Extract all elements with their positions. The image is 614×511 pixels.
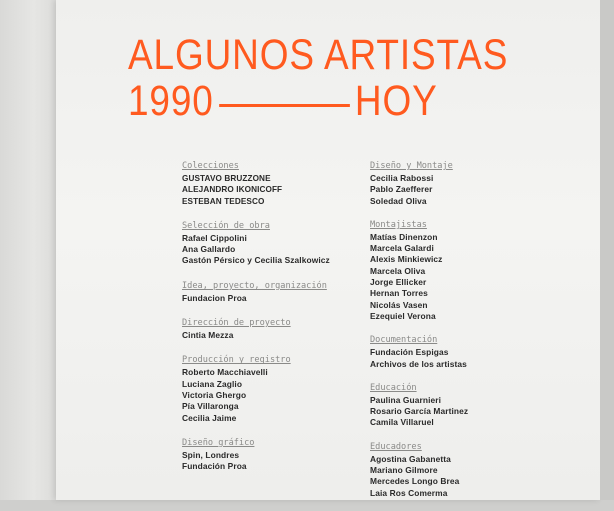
credit-name: Nicolás Vasen bbox=[370, 299, 428, 310]
credits-section bbox=[182, 160, 330, 207]
credit-name: Victoria Ghergo bbox=[182, 389, 247, 400]
credit-name: Cecilia Jaime bbox=[182, 412, 237, 423]
title-line-1 bbox=[128, 31, 509, 79]
credits-section bbox=[370, 219, 468, 322]
credit-name: Marcela Galardi bbox=[370, 243, 434, 254]
credits-section bbox=[370, 160, 468, 207]
credit-name: Rosario García Martinez bbox=[370, 406, 469, 417]
credit-name: Laia Ros Comerma bbox=[370, 487, 448, 498]
credit-name: Soledad Oliva bbox=[370, 195, 427, 206]
credits-column-left bbox=[182, 160, 330, 485]
credit-name: Roberto Macchiavelli bbox=[182, 367, 268, 378]
credit-name: Ezequiel Verona bbox=[370, 310, 436, 321]
credit-name: Pablo Zaefferer bbox=[370, 184, 433, 195]
credit-name: Cintia Mezza bbox=[182, 330, 234, 341]
credits-section bbox=[370, 441, 468, 499]
credit-name: Mercedes Longo Brea bbox=[370, 476, 460, 487]
credit-name: Fundación Espigas bbox=[370, 347, 449, 358]
section-heading: Diseño y Montaje bbox=[370, 161, 453, 171]
credit-name: Pía Villaronga bbox=[182, 401, 239, 412]
credits-section bbox=[182, 437, 330, 473]
section-heading: Dirección de proyecto bbox=[182, 318, 291, 329]
credit-name: Archivos de los artistas bbox=[370, 358, 467, 369]
credits-section bbox=[182, 354, 330, 423]
section-heading: Diseño gráfico bbox=[182, 437, 255, 448]
credits-section bbox=[182, 220, 330, 267]
credit-name: Fundacion Proa bbox=[182, 292, 247, 303]
credit-name: Fundación Proa bbox=[182, 461, 247, 472]
credit-name: Luciana Zaglio bbox=[182, 378, 243, 389]
title-text: ALGUNOS ARTISTAS bbox=[128, 31, 509, 79]
credits-section bbox=[182, 317, 330, 341]
credit-name: Marcela Oliva bbox=[370, 265, 426, 276]
credit-name: Rafael Cippolini bbox=[182, 232, 247, 243]
credit-name: Gastón Pérsico y Cecilia Szalkowicz bbox=[182, 255, 330, 266]
credit-name: ALEJANDRO IKONICOFF bbox=[182, 185, 283, 195]
credits-section bbox=[370, 334, 468, 370]
section-heading: Colecciones bbox=[182, 161, 239, 171]
year-end: HOY bbox=[354, 77, 438, 125]
credit-name: Ana Gallardo bbox=[182, 244, 236, 255]
section-heading: Montajistas bbox=[370, 219, 427, 230]
page-right-edge bbox=[600, 0, 614, 500]
title-dash-rule bbox=[219, 104, 350, 107]
credit-name: Matías Dinenzon bbox=[370, 231, 438, 242]
credit-name: Spin, Londres bbox=[182, 449, 240, 460]
section-heading: Documentación bbox=[370, 335, 438, 346]
section-heading: Idea, proyecto, organización bbox=[182, 280, 327, 291]
credit-name: Camila Villaruel bbox=[370, 417, 434, 428]
page-edge bbox=[0, 0, 56, 500]
credit-name: Jorge Ellicker bbox=[370, 277, 427, 288]
credit-name: Alexis Minkiewicz bbox=[370, 254, 443, 265]
year-start: 1990 bbox=[128, 77, 214, 125]
section-heading: Educadores bbox=[370, 441, 422, 452]
credit-name: Cecilia Rabossi bbox=[370, 173, 434, 183]
title-line-2 bbox=[128, 78, 438, 124]
section-heading: Producción y registro bbox=[182, 355, 291, 366]
credits-section bbox=[370, 382, 468, 429]
credit-name: Paulina Guarnieri bbox=[370, 394, 442, 405]
credit-name: ESTEBAN TEDESCO bbox=[182, 196, 265, 206]
section-heading: Selección de obra bbox=[182, 220, 270, 231]
exhibition-title bbox=[128, 31, 509, 125]
credit-name: Agostina Gabanetta bbox=[370, 453, 451, 464]
credit-name: Hernan Torres bbox=[370, 288, 428, 299]
section-heading: Educación bbox=[370, 382, 417, 393]
credits-column-right bbox=[370, 160, 468, 511]
credit-name: GUSTAVO BRUZZONE bbox=[182, 174, 271, 183]
credit-name: Mariano Gilmore bbox=[370, 465, 438, 476]
credits-section bbox=[182, 280, 330, 304]
